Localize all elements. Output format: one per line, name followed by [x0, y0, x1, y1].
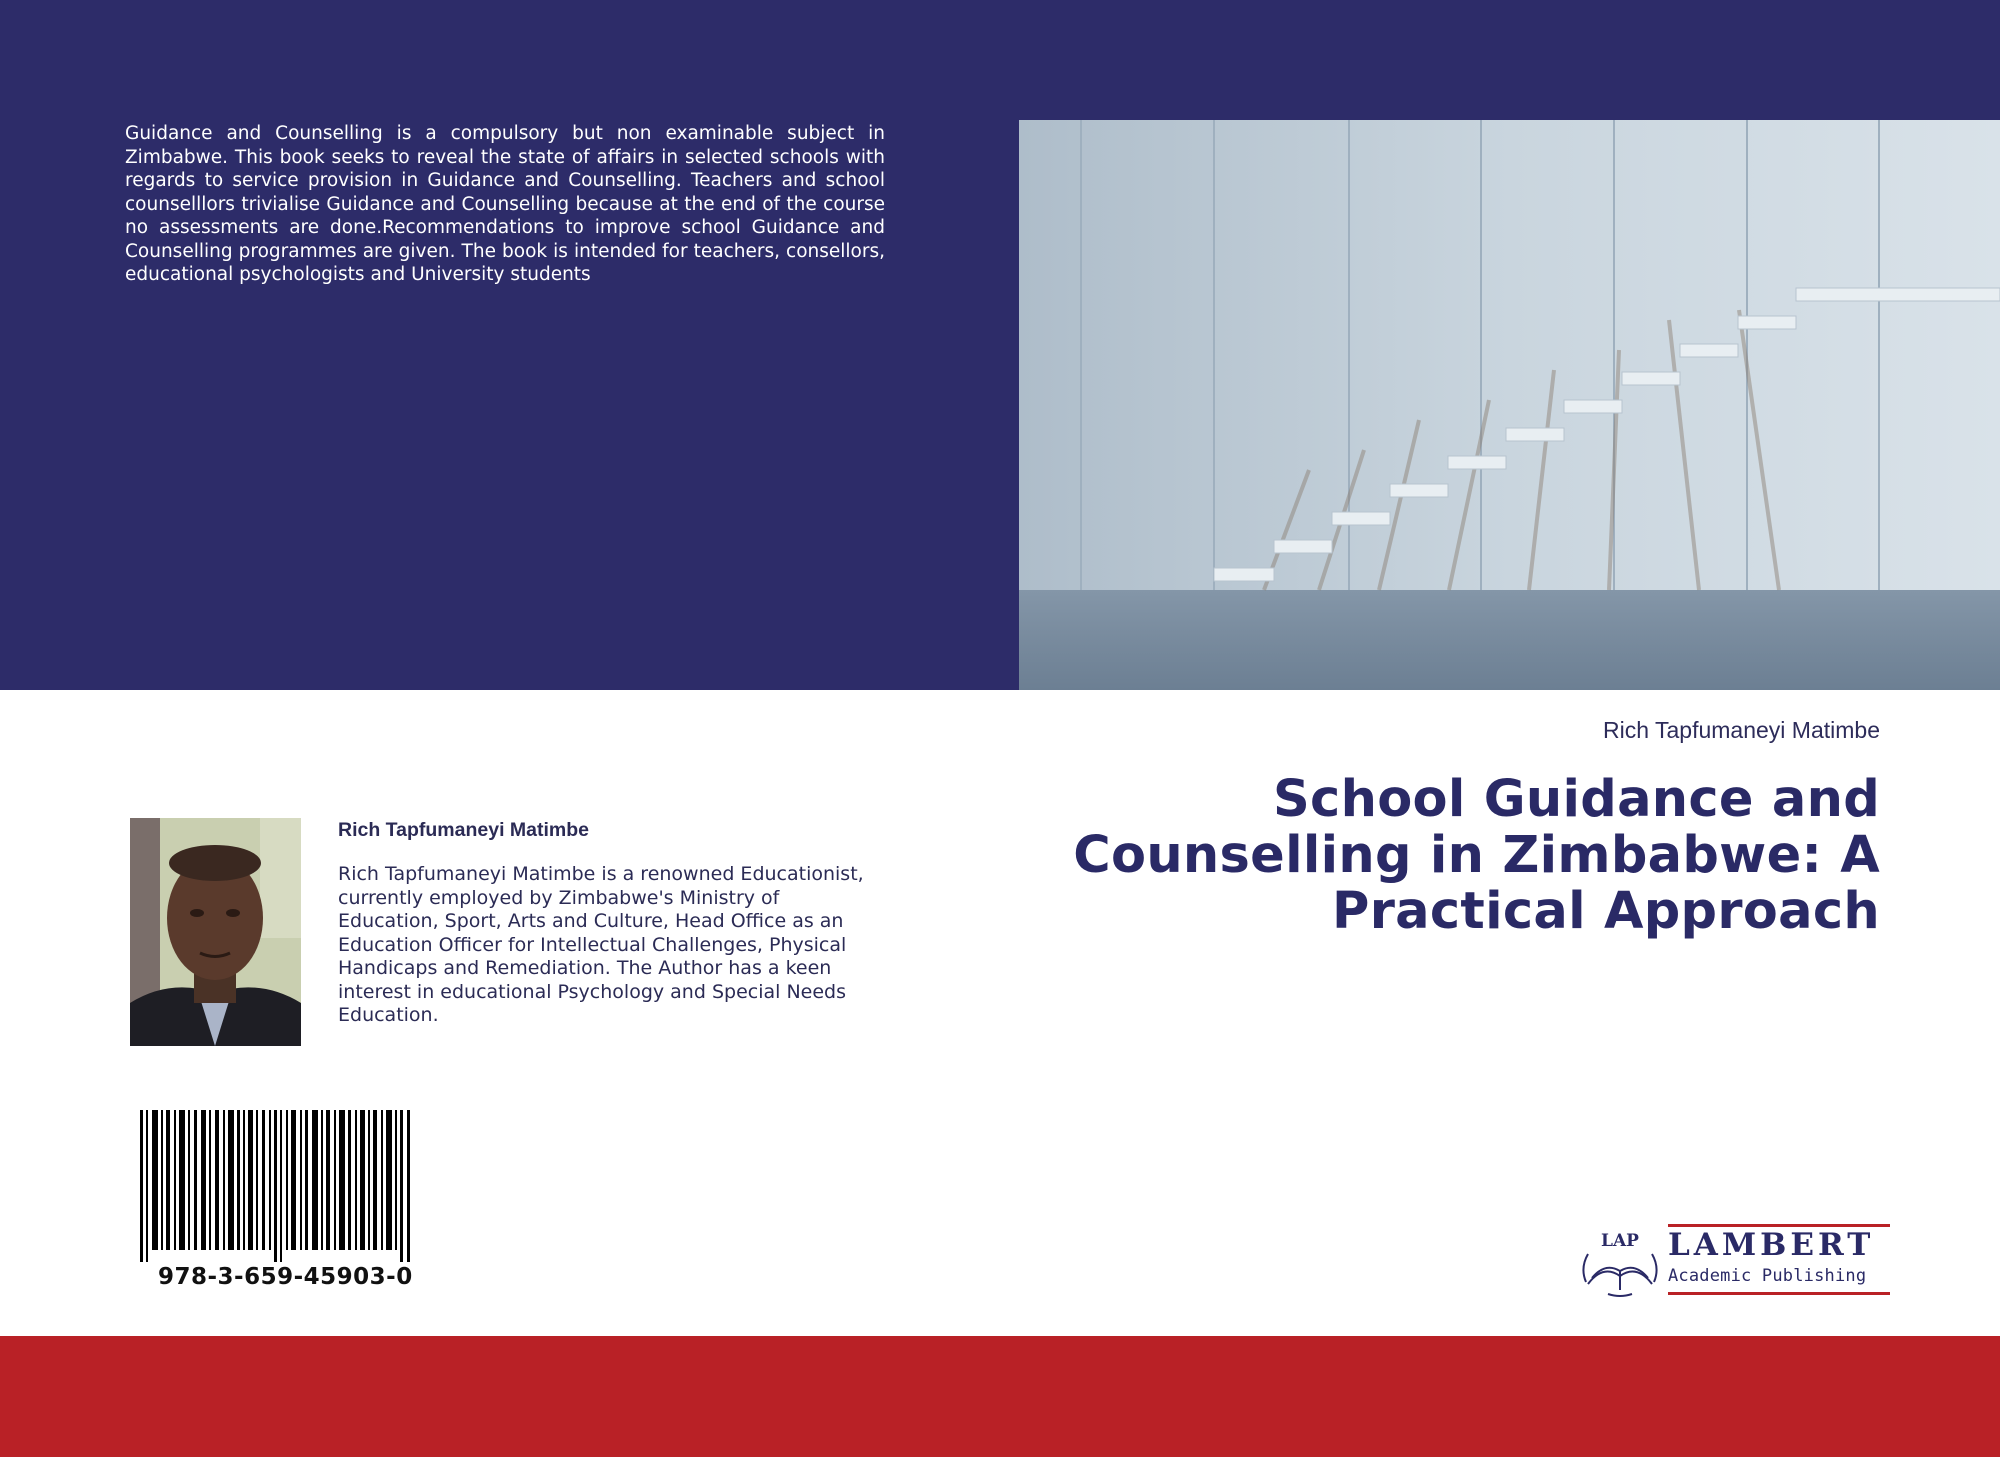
front-cover-author: Rich Tapfumaneyi Matimbe [1603, 717, 1880, 743]
publisher-rule-bottom [1668, 1292, 1890, 1295]
back-cover-blurb: Guidance and Counselling is a compulsory but non examinable subject in Zimbabwe. This book seeks to reveal the state of affairs in selected schools with regards to service provision in Guidance and Counselling. Teachers and school counselllors trivialise Guidance and Counselling because at the end of the course no assessments are done.Recommendations to improve school Guidance and Counselling programmes are given. The book is intended for teachers, consellors, educational psychologists and University students [125, 123, 885, 285]
publisher-name: LAMBERT [1668, 1227, 1875, 1263]
isbn-barcode [138, 1110, 418, 1263]
author-bio: Rich Tapfumaneyi Matimbe is a renowned Educationist, currently employed by Zimbabwe's Ministry of Education, Sport, Arts and Culture, Head Office as an Education Officer for Intellectual Challenges, Physical Handicaps and Remediation. The Author has a keen interest in educational Psychology and Special Needs Education. [338, 863, 864, 1026]
bottom-red-band [0, 1336, 2000, 1457]
author-name: Rich Tapfumaneyi Matimbe [338, 819, 590, 841]
publisher-logo [1578, 1224, 1892, 1300]
publisher-subtitle: Academic Publishing [1668, 1266, 1867, 1286]
cover-staircase-photo [1019, 120, 2000, 690]
isbn-number: 978-3-659-45903-0 [158, 1264, 413, 1290]
logo-letters: LAP [1601, 1231, 1639, 1251]
book-emblem-icon [1578, 1224, 1662, 1300]
book-title: School Guidance and Counselling in Zimbabwe: A Practical Approach [1073, 770, 1880, 941]
author-photo [130, 818, 301, 1046]
